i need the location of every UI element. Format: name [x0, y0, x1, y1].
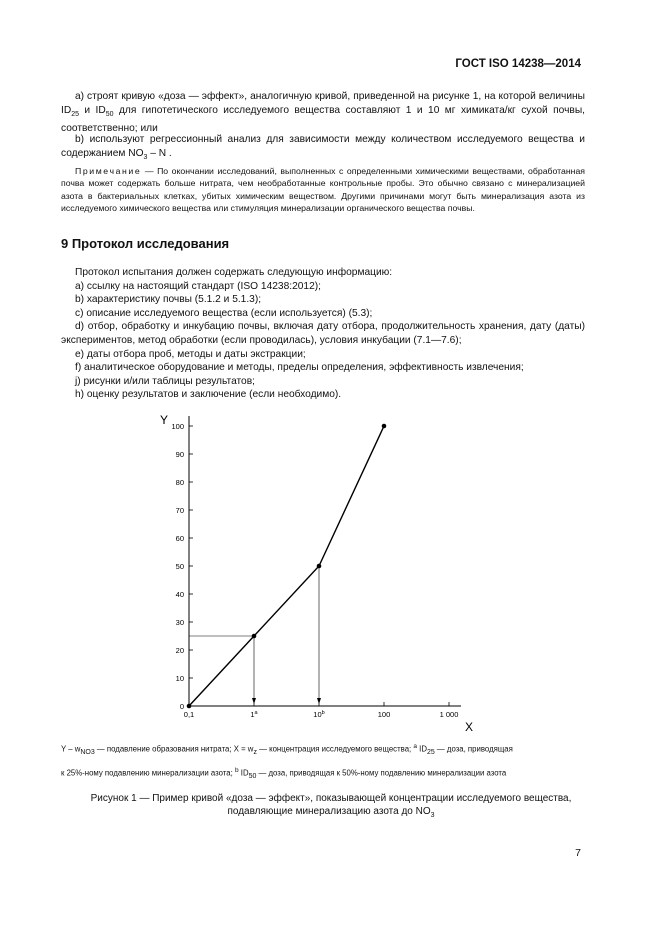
data-point [252, 634, 257, 639]
section-title: 9 Протокол исследования [61, 236, 230, 251]
y-tick-label: 30 [175, 618, 184, 627]
list-item: d) отбор, обработку и инкубацию почвы, включая дату отбора, продолжительность хранения, дату (даты) экспериментов, метод обработки (если проводилась), условия инкубации (7.1—7.6); [61, 321, 585, 346]
list-item: j) рисунки и/или таблицы результатов; [75, 375, 255, 387]
x-tick-label: 10$^b$ [313, 710, 325, 719]
y-tick-label: 20 [175, 646, 184, 655]
x-tick-label: 1$^a$ [250, 710, 258, 719]
list-item: e) даты отбора проб, методы и даты экстракции; [75, 348, 306, 360]
dose-response-curve [189, 426, 384, 706]
list-item: a) ссылку на настоящий стандарт (ISO 14238:2012); [75, 280, 321, 292]
legend-line-1: Y – $w_{NO3}$ — подавление образования нитрата; $X = w_z$ — концентрация исследуемого вещества; $^a$ $ID_{25}$ — доза, приводящая [61, 743, 513, 757]
figure-caption: Рисунок 1 — Пример кривой «доза — эффект», показывающей концентрации исследуемого вещества, подавляющие минерализацию азота до $NO_3$ [90, 793, 572, 819]
list-item: f) аналитическое оборудование и методы, пределы определения, эффективность извлечения; [75, 362, 524, 374]
y-tick-label: 40 [175, 590, 184, 599]
y-tick-label: 50 [175, 562, 184, 571]
paragraph-item-b: b) используют регрессионный анализ для зависимости между количеством исследуемого вещества и содержанием $NO_3$ – N . [61, 134, 585, 162]
paragraph-item-a: а) строят кривую «доза — эффект», аналогичную кривой, приведенной на рисунке 1, на которой величины $ID_{25}$ и $ID_{50}$ для гипотетического исследуемого вещества составляют 1 и 10 мг химиката/кг сухой почвы, соответственно; или [61, 91, 585, 135]
document-header: ГОСТ ISO 14238—2014 [455, 58, 581, 70]
list-item: c) описание исследуемого вещества (если используется) (5.3); [75, 307, 373, 319]
y-tick-label: 80 [175, 478, 184, 487]
y-tick-label: 0 [179, 702, 184, 711]
y-axis-label: Y [160, 413, 169, 427]
figure-legend [61, 738, 601, 786]
data-point [187, 704, 192, 709]
page-number: 7 [575, 847, 581, 859]
y-tick-label: 10 [175, 674, 184, 683]
x-tick-label: 100 [377, 710, 391, 719]
note-paragraph: Примечание — По окончании исследований, выполненных с определенными химическими веществами, обработанная почва может содержать больше нитрата, чем необработанные контрольные пробы. Это обычно связано с минерализацией азота в бактериальных клетках, убитых химическим веществом. Другими причинами могут быть минерализация азота из исследуемого химического вещества или стимуляция минерализации органического вещества почвы. [61, 166, 585, 214]
note-label: Примечание [75, 166, 142, 176]
section-intro: Протокол испытания должен содержать следующую информацию: [75, 267, 393, 278]
y-tick-label: 70 [175, 506, 184, 515]
guide-arrow [317, 698, 321, 704]
x-axis-label: X [465, 720, 474, 734]
data-point [382, 424, 387, 429]
guide-arrow [252, 698, 256, 704]
data-point [317, 564, 322, 569]
list-item: h) оценку результатов и заключение (если необходимо). [75, 389, 342, 401]
list-item: b) характеристику почвы (5.1.2 и 5.1.3); [75, 294, 262, 306]
y-tick-label: 90 [175, 450, 184, 459]
x-tick-label: 1 000 [439, 710, 459, 719]
x-tick-label: 0,1 [183, 710, 195, 719]
legend-line-2: к 25%-ному подавлению минерализации азота; $^b$ $ID_{50}$ — доза, приводящая к 50%-ному подавлению минерализации азота [61, 767, 507, 781]
y-tick-label: 60 [175, 534, 184, 543]
y-tick-label: 100 [171, 422, 184, 431]
